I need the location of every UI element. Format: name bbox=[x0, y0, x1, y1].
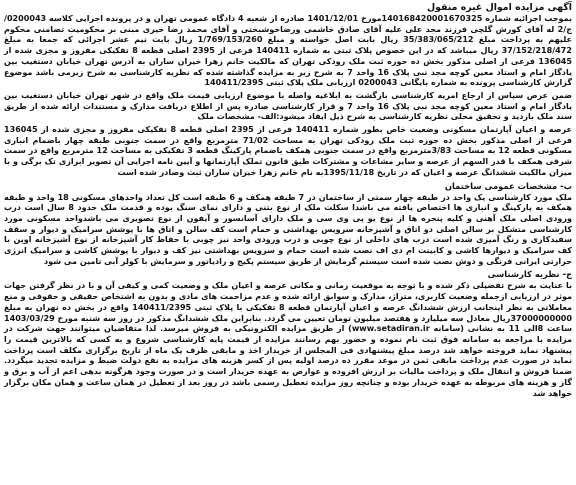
expert-opinion-paragraph bbox=[4, 281, 572, 399]
setadiran-link[interactable]: www.setadiran.ir bbox=[351, 324, 430, 334]
property-paragraph: عرصه و اعیان آپارتمان مسکونی وضعیت خاص بطور شماره 140411 فرعی از 2395 اصلی قطعه 8 تفکیکی مفروز و مجزی شده از 136045 فرعی از اصلی مذکور بخش ده حوزه ثبت ملک رودکی تهران به مساحت 71/02 مترمربع واقع در سمت جنوبی طبقه چهار باضمام انباری مسکونی قطعه 12 به مساحت 3/83مترمربع واقع در سمت جنوبی همکف باضمام پارکینگ قطعه 3 تفکیکی به مساحت 12 مترمربع واقع در سمت شرقی همکف با قدر السهم از عرصه و سایر مشاعات و مشترکات طبق قانون تملک آپارتمانها و آیین نامه اجرایی آن تصویر ابرازی تک برگی و با میزان مالکیت ششدانگ عرصه و اعیان که در تاریخ 1395/11/18به نام خانم زهرا خیران ساران ثبت وصادر شده است bbox=[4, 125, 572, 177]
notice-title: آگهی مزایده اموال غیره منقول bbox=[427, 2, 572, 13]
expert-intro-paragraph: ضمن عرض سپاس از ارجاع امریه کارشناسی بازگشت به ابلاغیه واصله با موضوع ارزیابی قیمت ملک واقع در شهر تهران خیابان دستغیب بین یادگار امام و استاد معین کوچه مجد نبی پلاک 16 واحد 7 و قرار کارشناسی صادره پس از اطلاع دریافت مدارک و مستندات ارائه شده از طریق سند ملک بازدید و تحقیق محلی نظریه کارشناسی به شرح ذیل ایفاد میشود:الف- مشخصات ملک bbox=[4, 90, 572, 122]
execution-paragraph: بموجب اجرائیه شماره 140168420001670325مورخ 1401/12/01 صادره از شعبه 4 دادگاه عمومی تهران و در پرونده اجرایی کلاسه 0200043/ج/2 له آقای کورش گلچی فرزند مجد علی علیه آقای صادق خاشمی ورضاخوشبختی و آقای محمد رضا خیری مبنی بر محکومیت تضامنی محکوم علیهم به پرداخت مبلغ 35/383/065/212 ریال بابت اصل خواسته و مبلغ 1/769/153/260 ریال بابت نیم عشر اجرائی که جمعا به مبلغ 37/152/218/472 ریال میباشد که در این خصوص پلاک ثبتی به شماره 140411 فرعی از 2395 اصلی قطعه 8 تفکیکی مفروز و مجزی شده از 136045 فرعی از اصلی مذکور بخش ده حوزه ثبت ملک رودکی تهران که مالکیت خانم زهرا خیران ساران به آدرس تهران خیابان دستغیب بین یادگار امام و استاد معین کوچه مجد نبی پلاک 16 واحد 7 به شرح زیر به مزایده گذاشته شده که نظریه کارشناسی به شرح زیرمی باشد موضوع گزارش کارشناسی پرونده به شماره بایگانی 0200043 ارزیابی ملک پلاک ثبتی 140411/2395 bbox=[4, 14, 573, 88]
opinion-text-start: با عنایت به شرح تفضیلی ذکر شده و با توجه به موقعیت زمانی و مکانی عرصه و اعیان ملک و وضعیت کمی و کیفی آن و با در نظر گرفتن جهات موثر در ارزیابی ازجمله وضعیت کاربری، متراژ، مدارک و سوابق ارائه شده و عدم مزاحمت های مادی و بدون به اشتخاص حقیقی و حقوقی و منع معاملاتی به نظر اینجانب ارزش ششدانگ عرصه و اعیان آپارتمان قطعه 8 تفکیکی با پلاک ثبتی 140411/2395 واقع در بخش ده تهران به مبلغ 37000000000ریال معادل سه میلیارد و هفتصد میلیون تومان تعیین می گردد. بنابراین ملک ششدانگ مذکور در روز سه شنبه مورخ 1403/03/29 ساعت 8الی 11 به نشانی (سامانه bbox=[4, 281, 573, 334]
section-b-heading: ب- مشخصات عمومی ساختمان bbox=[444, 180, 572, 191]
opinion-text-end: ) از طریق مزایده الکترونیکی به فروش میرسد. لذا متقاضیان میتوانند جهت شرکت در مزایده با مراجعه به سامانه فوق ثبت نام نموده و حضور بهم رسانند مزایده از قیمت پایه کارشناسی شروع و به کسی که بالاترین قیمت را پیشنهاد نماید فروخته خواهد شد درصد مبلغ پیشنهادی فی المجلس از خریدار اخذ و مابقی ظرف یک ماه از تاریخ برگزاری مکلف است پرداخت نماید در صورت عدم پرداخت مابقی ثمن در موعد مقرر ده درصد اولیه پس از کسر هزینه های مزایده به نفع دولت ضبط و مزایده تجدید میگردد. ضمنا فروش و انتقال ملک و پرداخت مالیات بر ارزش افزوده و عوارض به عهده خریدار است و در صورت وجود هرگونه بدهی اعم از آب و برق و گاز و هزینه های مربوطه به عهده خریدار بوده و چنانچه روز مزایده تعطیل رسمی باشد در روز بعد از تعطیل در همان ساعت و همان مکان برگزار خواهد شد bbox=[4, 324, 572, 398]
section-c-heading: ج- نظریه کارشناسی bbox=[487, 269, 572, 280]
building-paragraph: ملک مورد کارشناسی یک واحد در طبقه چهار سمتی از ساختمان در 7 طبقه همکف و 6 طبقه است کل تعداد واحدهای مسکونی 18 واحد و طبقه همکف به پارکینگ و انباری ها اختصاص یافته می باشدا سکلت ملک از نوع بتنی و دارای نمای سنگ بوده و قدمت ملک حدود 8 سال است درب ورودی اصلی ملک آهنی و کلیه پنجره ها از نوع یو پی وی سی و ملک دارای آسانسور و آیفون از نوع تصویری می باشدواحد مسکونی مورد کارشناسی متشکل بر سالن اصلی دو اتاق و آشپزخانه سرویس بهداشتی و حمام است کف سالن و اتاق ها با پوشش سرامیک و دیوار و سقف سفیدکاری و رنگ آمیزی شده است درب های داخلی از نوع چوبی و درب ورودی واحد نیز چوبی با حفاظ کار آشپزخانه از نوع آشپزخانه اوپن با کف سرامیک و دیوارها کاشی و کابینت ام دی اف نصب شده است حمام و سرویس بهداشتی نیز کف و دیوار با پوشش کاشی و سرامیک انرژی حرارتی ایرانی فرنگی و دوش نصب شده است سیستم گرمایش از طریق سیستم پکیج و رادیاتور و سرمایش با کولر آبی تامین می شود bbox=[4, 192, 573, 266]
